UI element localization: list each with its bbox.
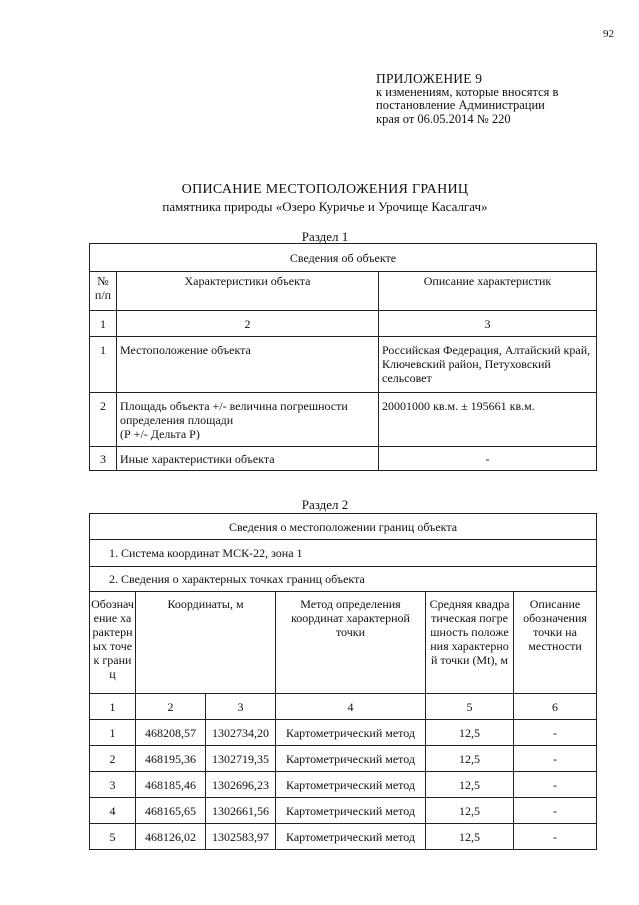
col-header-point-description: Описание обозначения точки на местности (514, 592, 597, 694)
coord-y: 1302719,35 (206, 746, 276, 772)
method: Картометрический метод (276, 772, 426, 798)
point-id: 1 (90, 720, 136, 746)
point-id: 4 (90, 798, 136, 824)
col-header-point: Обозначение характерных точек границ (90, 592, 136, 694)
coord-x: 468195,36 (136, 746, 206, 772)
row-description: 20001000 кв.м. ± 195661 кв.м. (379, 393, 597, 447)
col-number: 3 (206, 694, 276, 720)
col-number: 5 (426, 694, 514, 720)
coord-y: 1302583,97 (206, 824, 276, 850)
coord-x: 468165,65 (136, 798, 206, 824)
point-id: 2 (90, 746, 136, 772)
table-row (90, 720, 597, 746)
col-number: 2 (117, 311, 379, 337)
col-header-description: Описание характеристик (379, 272, 597, 311)
boundary-points-caption: 2. Сведения о характерных точках границ объекта (90, 567, 597, 592)
col-header-method: Метод определения координат характерной точки (276, 592, 426, 694)
col-number: 1 (90, 311, 117, 337)
object-info-table (89, 243, 597, 471)
table-row (90, 447, 597, 471)
appendix-line: к изменениям, которые вносятся в (376, 84, 559, 99)
characteristic-formula: (Р +/- Дельта Р) (120, 427, 200, 441)
row-characteristic (117, 393, 379, 447)
method: Картометрический метод (276, 720, 426, 746)
col-header-coordinates: Координаты, м (136, 592, 276, 694)
col-number: 2 (136, 694, 206, 720)
point-description: - (514, 720, 597, 746)
section-2-title: Раздел 2 (301, 497, 349, 512)
title-line-2: памятника природы «Озеро Куричье и Урочище Касалгач» (162, 199, 488, 214)
document-title (90, 181, 560, 215)
boundary-points-table (89, 513, 597, 850)
appendix-line: постановление Администрации (376, 98, 545, 112)
page-number: 92 (603, 28, 614, 40)
coord-y: 1302696,23 (206, 772, 276, 798)
mt-error: 12,5 (426, 746, 514, 772)
coord-x: 468126,02 (136, 824, 206, 850)
row-no: 2 (90, 393, 117, 447)
col-number: 1 (90, 694, 136, 720)
table-row (90, 772, 597, 798)
section-1-title: Раздел 1 (301, 229, 349, 244)
table-header: Сведения об объекте (90, 244, 597, 272)
appendix-block (376, 72, 626, 126)
table-row (90, 393, 597, 447)
point-id: 3 (90, 772, 136, 798)
characteristic-text: Площадь объекта +/- величина погрешности определения площади (120, 399, 348, 427)
mt-error: 12,5 (426, 720, 514, 746)
appendix-line: края от 06.05.2014 № 220 (376, 111, 511, 126)
table-row (90, 746, 597, 772)
coordinate-system: 1. Система координат МСК-22, зона 1 (90, 540, 597, 567)
coord-x: 468185,46 (136, 772, 206, 798)
method: Картометрический метод (276, 746, 426, 772)
row-characteristic: Иные характеристики объекта (117, 447, 379, 471)
method: Картометрический метод (276, 824, 426, 850)
coord-y: 1302661,56 (206, 798, 276, 824)
mt-error: 12,5 (426, 772, 514, 798)
row-description: Российская Федерация, Алтайский край, Ключевский район, Петуховский сельсовет (379, 337, 597, 393)
col-header-error: Средняя квадратическая погрешность положения характерной точки (Mt), м (426, 592, 514, 694)
col-header-no: № п/п (90, 272, 117, 311)
point-description: - (514, 824, 597, 850)
col-number: 3 (379, 311, 597, 337)
row-characteristic: Местоположение объекта (117, 337, 379, 393)
row-description: - (379, 447, 597, 471)
col-number: 4 (276, 694, 426, 720)
mt-error: 12,5 (426, 798, 514, 824)
mt-error: 12,5 (426, 824, 514, 850)
point-description: - (514, 798, 597, 824)
title-line-1: ОПИСАНИЕ МЕСТОПОЛОЖЕНИЯ ГРАНИЦ (181, 182, 469, 197)
col-header-characteristic: Характеристики объекта (117, 272, 379, 311)
point-id: 5 (90, 824, 136, 850)
point-description: - (514, 772, 597, 798)
row-no: 3 (90, 447, 117, 471)
method: Картометрический метод (276, 798, 426, 824)
table-header: Сведения о местоположении границ объекта (90, 514, 597, 540)
row-no: 1 (90, 337, 117, 393)
coord-y: 1302734,20 (206, 720, 276, 746)
table-row (90, 798, 597, 824)
col-number: 6 (514, 694, 597, 720)
appendix-heading: ПРИЛОЖЕНИЕ 9 (376, 71, 483, 86)
coord-x: 468208,57 (136, 720, 206, 746)
table-row (90, 824, 597, 850)
table-row (90, 337, 597, 393)
point-description: - (514, 746, 597, 772)
